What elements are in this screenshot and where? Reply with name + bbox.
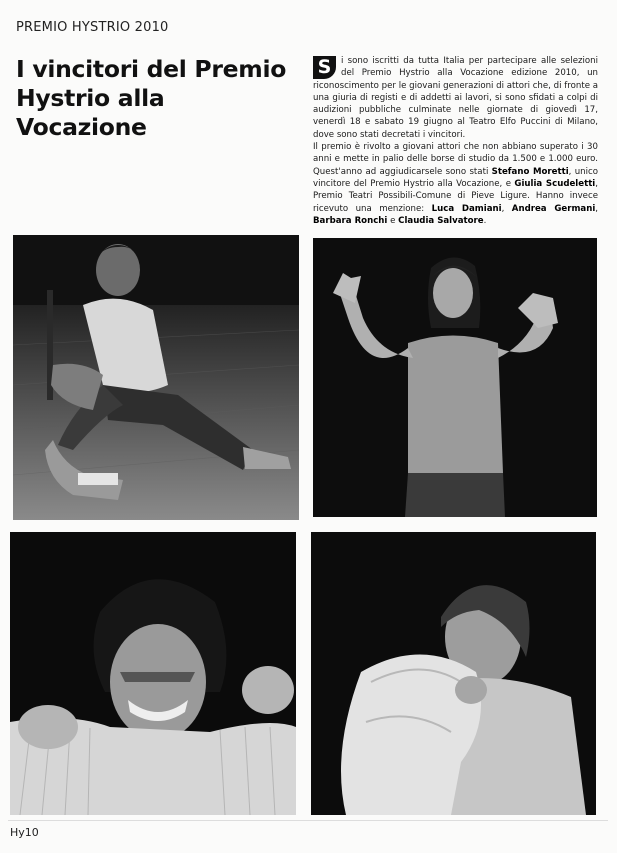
article-paragraph-2 — [313, 141, 598, 227]
photo-actress-gesturing-image — [313, 238, 597, 517]
paragraph-1-text: i sono iscritti da tutta Italia per partecipare alle selezioni del Premio Hystrio alla Vocazione edizione 2010, un riconoscimento per le giovani generazioni di attori che, di fronte a una giuria di registi e di addetti ai lavori, si sono sfidati a colpi di audizioni pubbliche culminate nelle giornate di giovedì 17, venerdì 18 e sabato 19 giugno al Teatro Elfo Puccini di Milano, dove sono stati decretati i vincitori. — [313, 56, 598, 140]
photo-actor-grimacing — [10, 532, 296, 815]
winner-name: Giulia Scudeletti — [514, 178, 596, 189]
section-label: PREMIO HYSTRIO 2010 — [16, 20, 169, 35]
separator: e — [387, 215, 399, 226]
mention-name: Andrea Germani — [511, 203, 596, 214]
photo-actor-grimacing-image — [10, 532, 296, 815]
mention-name: Claudia Salvatore — [398, 215, 484, 226]
drop-cap: S — [313, 56, 336, 79]
article-body — [313, 55, 598, 227]
article-paragraph-1 — [313, 55, 598, 141]
mention-name: Barbara Ronchi — [313, 215, 388, 226]
photo-actress-gesturing — [313, 238, 597, 517]
separator: , — [595, 203, 599, 214]
paragraph-2-text-c: , Premio Teatri Possibili-Comune di Pieve Ligure. Hanno invece ricevuto una menzione: — [313, 178, 598, 214]
paragraph-2-text-a: Il premio è rivolto a giovani attori che non abbiano superato i 30 anni e mette in palio delle borse di studio da 1.500 e 1.000 euro. Quest'anno ad aggiudicarsele sono stati — [313, 142, 598, 177]
separator: , — [501, 203, 512, 214]
separator: . — [483, 215, 487, 226]
mention-name: Luca Damiani — [431, 203, 502, 214]
article-headline: I vincitori del Premio Hystrio alla Vocazione — [16, 55, 287, 141]
winner-name: Stefano Moretti — [491, 166, 569, 177]
paragraph-2-text-b: , unico vincitore del Premio Hystrio alla Vocazione, e — [313, 166, 598, 189]
photo-actor-seated-image — [13, 235, 299, 520]
photo-actor-seated — [13, 235, 299, 520]
page-folio: Hy10 — [10, 826, 39, 839]
footer-rule — [8, 820, 608, 821]
photo-actor-blanket-image — [311, 532, 596, 815]
photo-actor-blanket — [311, 532, 596, 815]
